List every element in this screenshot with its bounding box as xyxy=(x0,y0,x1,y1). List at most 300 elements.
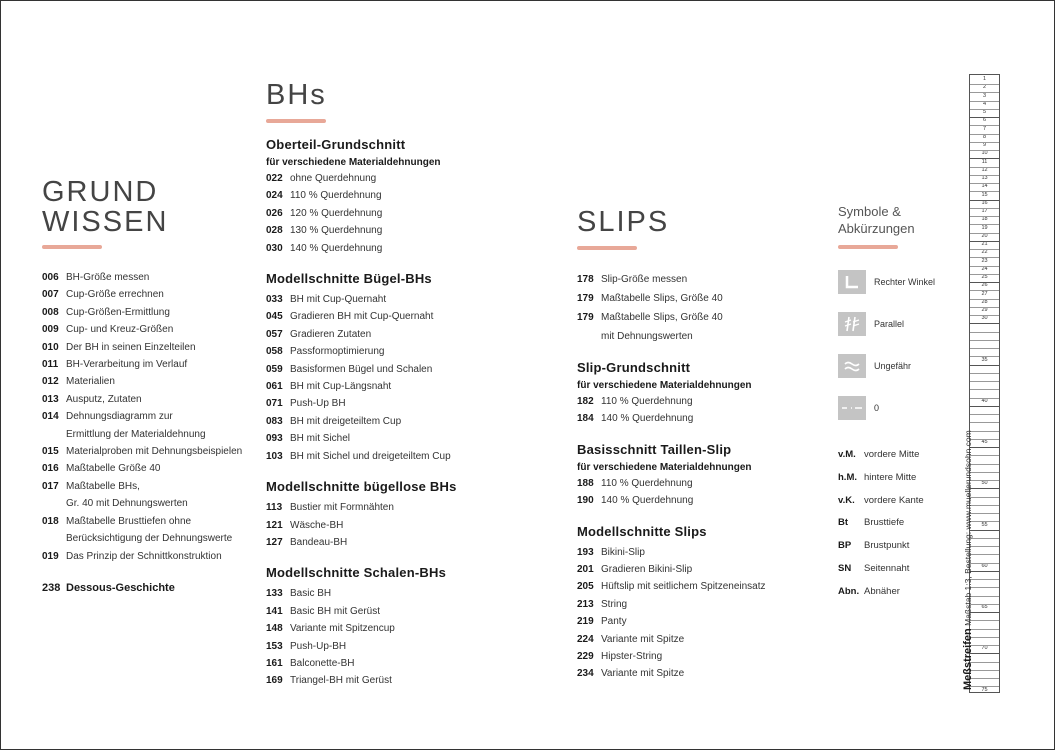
item-number: 127 xyxy=(266,536,283,548)
item-number: 030 xyxy=(266,242,283,254)
item-number: 224 xyxy=(577,633,594,645)
item-number: 205 xyxy=(577,581,594,593)
list-item xyxy=(42,513,252,530)
section-subheading: für verschiedene Materialdehnungen xyxy=(577,380,752,391)
item-label: Ausputz, Zutaten xyxy=(66,393,142,405)
list-item xyxy=(266,187,526,204)
item-label: String xyxy=(601,598,628,610)
ruler-tick xyxy=(970,612,999,613)
item-number: 238 xyxy=(42,581,61,594)
ruler-tick xyxy=(970,266,999,267)
grundwissen-list xyxy=(42,269,252,565)
item-label: 140 % Querdehnung xyxy=(601,495,694,507)
symbols-column xyxy=(838,203,958,249)
ruler-tick xyxy=(970,175,999,176)
section-subheading: für verschiedene Materialdehnungen xyxy=(577,461,752,473)
list-item xyxy=(42,321,252,338)
abbreviation: v.K. xyxy=(838,494,855,506)
list-item xyxy=(577,308,827,327)
ruler-label: 24 xyxy=(981,265,988,272)
abbreviation-row xyxy=(838,586,900,597)
ruler-label: 65 xyxy=(981,604,988,610)
title-line-2: WISSEN xyxy=(42,206,169,238)
ruler-label: 11 xyxy=(981,158,988,165)
list-item xyxy=(577,289,827,308)
item-label-continued: Berücksichtigung der Dehnungswerte xyxy=(66,533,233,545)
ruler-tick xyxy=(970,233,999,234)
item-label: Gradieren Bikini-Slip xyxy=(601,564,693,576)
ruler-tick xyxy=(970,356,999,357)
section-sec4 xyxy=(266,565,526,689)
list-item xyxy=(266,170,526,187)
item-label: Maßtabelle Brusttiefen ohne xyxy=(66,515,192,527)
item-label: Panty xyxy=(601,616,627,628)
list-item xyxy=(266,326,526,343)
ruler-tick xyxy=(970,563,999,564)
item-label: Maßtabelle BHs, xyxy=(66,480,140,492)
abbreviation-row xyxy=(838,563,909,574)
ruler-tick xyxy=(970,414,999,415)
ruler-tick xyxy=(970,315,999,316)
list-item xyxy=(266,378,526,395)
ruler-tick xyxy=(970,373,999,374)
ruler-tick xyxy=(970,274,999,275)
item-label: Materialproben mit Dehnungsbeispielen xyxy=(66,446,243,458)
ruler-label: 12 xyxy=(981,166,988,173)
ruler-label: 27 xyxy=(981,290,988,297)
abbreviation: SN xyxy=(838,563,852,574)
list-item xyxy=(266,517,526,534)
item-number: 182 xyxy=(577,396,594,407)
abbreviation-meaning: Brusttiefe xyxy=(864,517,905,529)
abbreviation-row xyxy=(838,449,919,460)
item-number: 071 xyxy=(266,398,283,410)
section-sec2 xyxy=(266,271,526,465)
item-label: 110 % Querdehnung xyxy=(601,396,693,407)
item-label: Push-Up-BH xyxy=(290,640,347,652)
item-number: 028 xyxy=(266,225,283,237)
item-label: Maßtabelle Größe 40 xyxy=(66,463,161,475)
symbol-approx xyxy=(838,354,911,378)
item-number: 178 xyxy=(577,274,594,285)
list-item xyxy=(266,585,526,602)
ruler-tick xyxy=(970,464,999,465)
ruler-tick xyxy=(970,365,999,366)
bhs-title: BHs xyxy=(266,79,327,111)
ruler-tick xyxy=(970,629,999,630)
item-number: 169 xyxy=(266,675,283,687)
item-number: 009 xyxy=(42,324,59,336)
item-label: BH mit Cup-Längsnaht xyxy=(290,381,392,393)
item-label: Slip-Größe messen xyxy=(601,274,688,285)
ruler-tick xyxy=(970,571,999,572)
item-number: 017 xyxy=(42,480,59,492)
right-angle-icon xyxy=(838,270,866,294)
ruler-tick xyxy=(970,92,999,93)
ruler-tick xyxy=(970,678,999,679)
item-label: Das Prinzip der Schnittkonstruktion xyxy=(66,550,222,562)
ruler-tick xyxy=(970,431,999,432)
item-label: Bandeau-BH xyxy=(290,536,348,548)
item-number: 012 xyxy=(42,376,59,388)
list-item xyxy=(266,638,526,655)
item-number: 153 xyxy=(266,640,283,652)
ruler-tick xyxy=(970,455,999,456)
ruler-label: 14 xyxy=(981,183,988,190)
item-label: Gradieren Zutaten xyxy=(290,328,372,340)
item-number: 229 xyxy=(577,651,594,663)
ruler-tick xyxy=(970,670,999,671)
abbreviation-row xyxy=(838,495,924,506)
slips-column xyxy=(577,207,827,683)
ruler-tick xyxy=(970,554,999,555)
list-item xyxy=(266,448,526,465)
ruler-label: 26 xyxy=(981,282,988,289)
approx-icon xyxy=(838,354,866,378)
item-label: Cup-Größen-Ermittlung xyxy=(66,306,170,318)
accent-bar xyxy=(266,119,326,123)
item-label: Der BH in seinen Einzelteilen xyxy=(66,341,196,353)
item-number: 234 xyxy=(577,668,594,680)
list-item xyxy=(42,339,252,356)
list-item xyxy=(577,613,827,630)
list-item xyxy=(266,222,526,239)
symbol-dash-dot xyxy=(838,396,879,420)
abbreviation-meaning: Abnäher xyxy=(864,585,900,597)
item-number: 190 xyxy=(577,495,594,507)
section-heading: Modellschnitte Schalen-BHs xyxy=(266,565,447,581)
item-number: 018 xyxy=(42,515,59,527)
ruler-label: 28 xyxy=(981,298,988,305)
abbreviation-meaning: Seitennaht xyxy=(864,563,910,574)
symbols-title: Symbole & Abkürzungen xyxy=(838,204,915,236)
ruler-tick xyxy=(970,117,999,118)
item-number: 061 xyxy=(266,381,283,393)
section-sec3 xyxy=(266,479,526,551)
item-label: BH mit Sichel xyxy=(290,433,351,445)
item-label: 110 % Querdehnung xyxy=(290,190,382,202)
item-number: 011 xyxy=(42,359,59,371)
ruler-label: 8 xyxy=(982,133,987,140)
item-number: 059 xyxy=(266,363,283,375)
abbreviation: BP xyxy=(838,540,852,552)
ruler-tick xyxy=(970,101,999,102)
ruler-label: 55 xyxy=(981,521,988,528)
list-item xyxy=(266,240,526,257)
item-label: Maßtabelle Slips, Größe 40 xyxy=(601,312,723,323)
ruler-label: 50 xyxy=(981,480,988,487)
list-item xyxy=(577,596,827,613)
ruler-tick xyxy=(970,389,999,390)
symbol-label: Ungefähr xyxy=(874,361,912,371)
section-subheading: für verschiedene Materialdehnungen xyxy=(266,157,441,168)
item-number: 121 xyxy=(266,519,283,531)
list-item xyxy=(577,393,827,410)
ruler-label: 21 xyxy=(981,241,988,247)
abbreviation-row xyxy=(838,517,904,528)
ruler-tick xyxy=(970,249,999,250)
abbreviation-row xyxy=(838,472,916,483)
ruler-label: 18 xyxy=(981,216,988,223)
ruler-label: 20 xyxy=(981,232,988,239)
item-number: 113 xyxy=(266,502,283,514)
ruler-label: 40 xyxy=(981,397,988,404)
item-label: Dessous-Geschichte xyxy=(66,581,175,594)
item-number: 033 xyxy=(266,294,283,306)
section-heading: Modellschnitte Slips xyxy=(577,523,707,539)
ruler-tick xyxy=(970,579,999,580)
item-number: 024 xyxy=(266,190,283,202)
item-label-continued: mit Dehnungswerten xyxy=(601,331,693,342)
ruler-tick xyxy=(970,422,999,423)
ruler-tick xyxy=(970,257,999,258)
ruler-tick xyxy=(970,290,999,291)
slips-sections xyxy=(577,360,827,683)
section-heading: Modellschnitte Bügel-BHs xyxy=(266,271,432,287)
ruler-tick xyxy=(970,109,999,110)
item-label: BH-Größe messen xyxy=(66,272,150,283)
ruler-tick xyxy=(970,299,999,300)
ruler-label: 5 xyxy=(982,109,987,115)
list-item xyxy=(577,410,827,427)
abbreviation-row xyxy=(838,540,909,551)
item-label: Wäsche-BH xyxy=(290,519,344,531)
item-label: ohne Querdehnung xyxy=(290,173,377,184)
list-item xyxy=(266,655,526,672)
ruler-tick xyxy=(970,167,999,168)
ruler-tick xyxy=(970,472,999,473)
symbol-parallel xyxy=(838,312,904,336)
ruler-tick xyxy=(970,332,999,333)
list-item xyxy=(266,620,526,637)
abbreviation-meaning: Brustpunkt xyxy=(864,540,910,552)
list-item xyxy=(266,361,526,378)
item-number: 010 xyxy=(42,341,59,353)
item-label: Hipster-String xyxy=(601,651,663,663)
ruler-tick xyxy=(970,398,999,399)
ruler-label: 15 xyxy=(981,191,988,198)
list-item xyxy=(266,308,526,325)
slips-title: SLIPS xyxy=(577,206,670,238)
ruler-tick xyxy=(970,513,999,514)
ruler-tick xyxy=(970,224,999,225)
dash-dot-icon xyxy=(838,396,866,420)
list-item xyxy=(266,413,526,430)
ruler-tick xyxy=(970,604,999,605)
item-number: 179 xyxy=(577,293,594,304)
list-item xyxy=(577,544,827,561)
ruler-tick xyxy=(970,530,999,531)
list-item xyxy=(266,395,526,412)
item-number: 201 xyxy=(577,564,594,576)
bhs-column xyxy=(266,80,526,690)
item-number: 133 xyxy=(266,588,283,600)
ruler-label: 4 xyxy=(982,100,987,107)
item-label: Bikini-Slip xyxy=(601,546,645,558)
symbol-label: Parallel xyxy=(874,319,905,329)
ruler-tick xyxy=(970,200,999,201)
item-number: 188 xyxy=(577,477,594,489)
ruler-label: 2 xyxy=(982,84,987,91)
list-item xyxy=(577,270,827,289)
ruler-tick xyxy=(970,183,999,184)
symbol-label: 0 xyxy=(874,403,880,413)
item-label: Maßtabelle Slips, Größe 40 xyxy=(601,293,723,304)
accent-bar xyxy=(838,245,898,249)
item-label: Variante mit Spitze xyxy=(601,633,685,645)
ruler-tick xyxy=(970,505,999,506)
item-number: 014 xyxy=(42,411,59,423)
item-label: Cup-Größe errechnen xyxy=(66,289,164,301)
section-heading: Oberteil-Grundschnitt xyxy=(266,137,406,152)
ruler-label: 22 xyxy=(981,249,988,256)
item-number: 179 xyxy=(577,312,594,323)
ruler-label: 13 xyxy=(981,175,988,181)
ruler-tick xyxy=(970,497,999,498)
ruler-label: 75 xyxy=(981,686,988,693)
ruler-label: 30 xyxy=(981,315,988,322)
item-number: 103 xyxy=(266,450,283,462)
ruler-label: 25 xyxy=(981,274,988,280)
list-item xyxy=(42,286,252,303)
symbol-right-angle xyxy=(838,270,935,294)
ruler-label: 70 xyxy=(981,645,988,652)
item-label: Variante mit Spitzencup xyxy=(290,623,395,635)
item-label: BH mit dreigeteiltem Cup xyxy=(290,415,402,427)
item-number: 161 xyxy=(266,657,283,669)
ruler-tick xyxy=(970,447,999,448)
item-number: 006 xyxy=(42,272,59,283)
ruler-tick xyxy=(970,686,999,687)
item-number: 007 xyxy=(42,289,59,301)
list-item xyxy=(577,631,827,648)
item-number: 019 xyxy=(42,550,59,562)
abbreviation-meaning: vordere Mitte xyxy=(864,449,920,460)
ruler-label: 35 xyxy=(981,356,988,363)
ruler-label: 7 xyxy=(982,125,987,132)
ruler-tick xyxy=(970,587,999,588)
section-sec3 xyxy=(577,524,827,683)
ruler-tick xyxy=(970,620,999,621)
item-label: Cup- und Kreuz-Größen xyxy=(66,324,174,336)
section-sec1 xyxy=(266,137,526,257)
ruler-tick xyxy=(970,208,999,209)
section-sec2 xyxy=(577,442,827,510)
ruler-tick xyxy=(970,546,999,547)
ruler-label: 1 xyxy=(982,76,987,82)
accent-bar xyxy=(42,245,102,249)
list-item xyxy=(42,373,252,390)
ruler-tick xyxy=(970,84,999,85)
grundwissen-title xyxy=(42,177,252,237)
ruler-tick xyxy=(970,645,999,646)
item-number: 015 xyxy=(42,446,59,458)
ruler-tick xyxy=(970,142,999,143)
item-number: 083 xyxy=(266,415,283,427)
list-item xyxy=(42,269,252,286)
abbreviation: h.M. xyxy=(838,471,857,483)
ruler-tick xyxy=(970,521,999,522)
ruler-label: 10 xyxy=(981,150,988,157)
ruler-tick xyxy=(970,323,999,324)
item-number: 219 xyxy=(577,616,594,628)
ruler-tick xyxy=(970,134,999,135)
list-item xyxy=(42,460,252,477)
abbreviation-meaning: hintere Mitte xyxy=(864,471,917,483)
abbreviation: v.M. xyxy=(838,449,856,460)
ruler-label: 16 xyxy=(981,199,988,206)
list-item xyxy=(266,430,526,447)
item-label: Bustier mit Formnähten xyxy=(290,502,394,514)
list-item xyxy=(266,672,526,689)
list-item xyxy=(577,578,827,595)
ruler-label: 3 xyxy=(982,92,987,99)
ruler-tick xyxy=(970,538,999,539)
ruler-title: Meßstreifen xyxy=(962,628,974,690)
list-item xyxy=(577,665,827,682)
item-number: 213 xyxy=(577,598,594,610)
list-item xyxy=(42,408,252,425)
item-number: 193 xyxy=(577,546,594,558)
item-label: Hüftslip mit seitlichem Spitzeneinsatz xyxy=(601,581,766,593)
item-number: 016 xyxy=(42,463,59,475)
item-label: Gradieren BH mit Cup-Quernaht xyxy=(290,311,434,323)
list-item xyxy=(577,475,827,492)
ruler-label: 23 xyxy=(981,257,988,264)
list-item xyxy=(577,492,827,509)
ruler-tick xyxy=(970,637,999,638)
ruler-tick xyxy=(970,348,999,349)
item-label: Basisformen Bügel und Schalen xyxy=(290,363,433,375)
list-item-extra xyxy=(42,580,252,597)
abbreviation-meaning: vordere Kante xyxy=(864,494,924,506)
section-heading: Basisschnitt Taillen-Slip xyxy=(577,441,732,457)
ruler-tick xyxy=(970,191,999,192)
item-label: 140 % Querdehnung xyxy=(601,413,694,425)
list-item xyxy=(266,343,526,360)
ruler-tick xyxy=(970,241,999,242)
list-item xyxy=(266,534,526,551)
item-label: Triangel-BH mit Gerüst xyxy=(290,675,392,687)
item-label: Dehnungsdiagramm zur xyxy=(66,411,173,423)
item-label: 140 % Querdehnung xyxy=(290,242,383,254)
item-label: BH-Verarbeitung im Verlauf xyxy=(66,359,188,371)
ruler-caption xyxy=(962,430,974,690)
item-number: 093 xyxy=(266,433,283,445)
ruler-tick xyxy=(970,125,999,126)
list-item xyxy=(42,356,252,373)
item-label-continued: Gr. 40 mit Dehnungswerten xyxy=(66,498,188,510)
list-item xyxy=(42,478,252,495)
ruler-tick xyxy=(970,596,999,597)
item-label: BH mit Cup-Quernaht xyxy=(290,294,387,306)
item-label: 120 % Querdehnung xyxy=(290,207,383,219)
item-label: BH mit Sichel und dreigeteiltem Cup xyxy=(290,450,451,462)
item-number: 058 xyxy=(266,346,283,358)
parallel-icon xyxy=(838,312,866,336)
list-item xyxy=(266,603,526,620)
bhs-sections xyxy=(266,137,526,690)
abbreviation: Bt xyxy=(838,517,849,529)
item-label: Basic BH xyxy=(290,588,332,600)
item-number: 008 xyxy=(42,306,59,318)
item-label: Variante mit Spitze xyxy=(601,668,685,680)
item-number: 045 xyxy=(266,311,283,323)
ruler-tick xyxy=(970,282,999,283)
section-heading: Slip-Grundschnitt xyxy=(577,360,691,375)
ruler-tick xyxy=(970,340,999,341)
ruler-tick xyxy=(970,307,999,308)
